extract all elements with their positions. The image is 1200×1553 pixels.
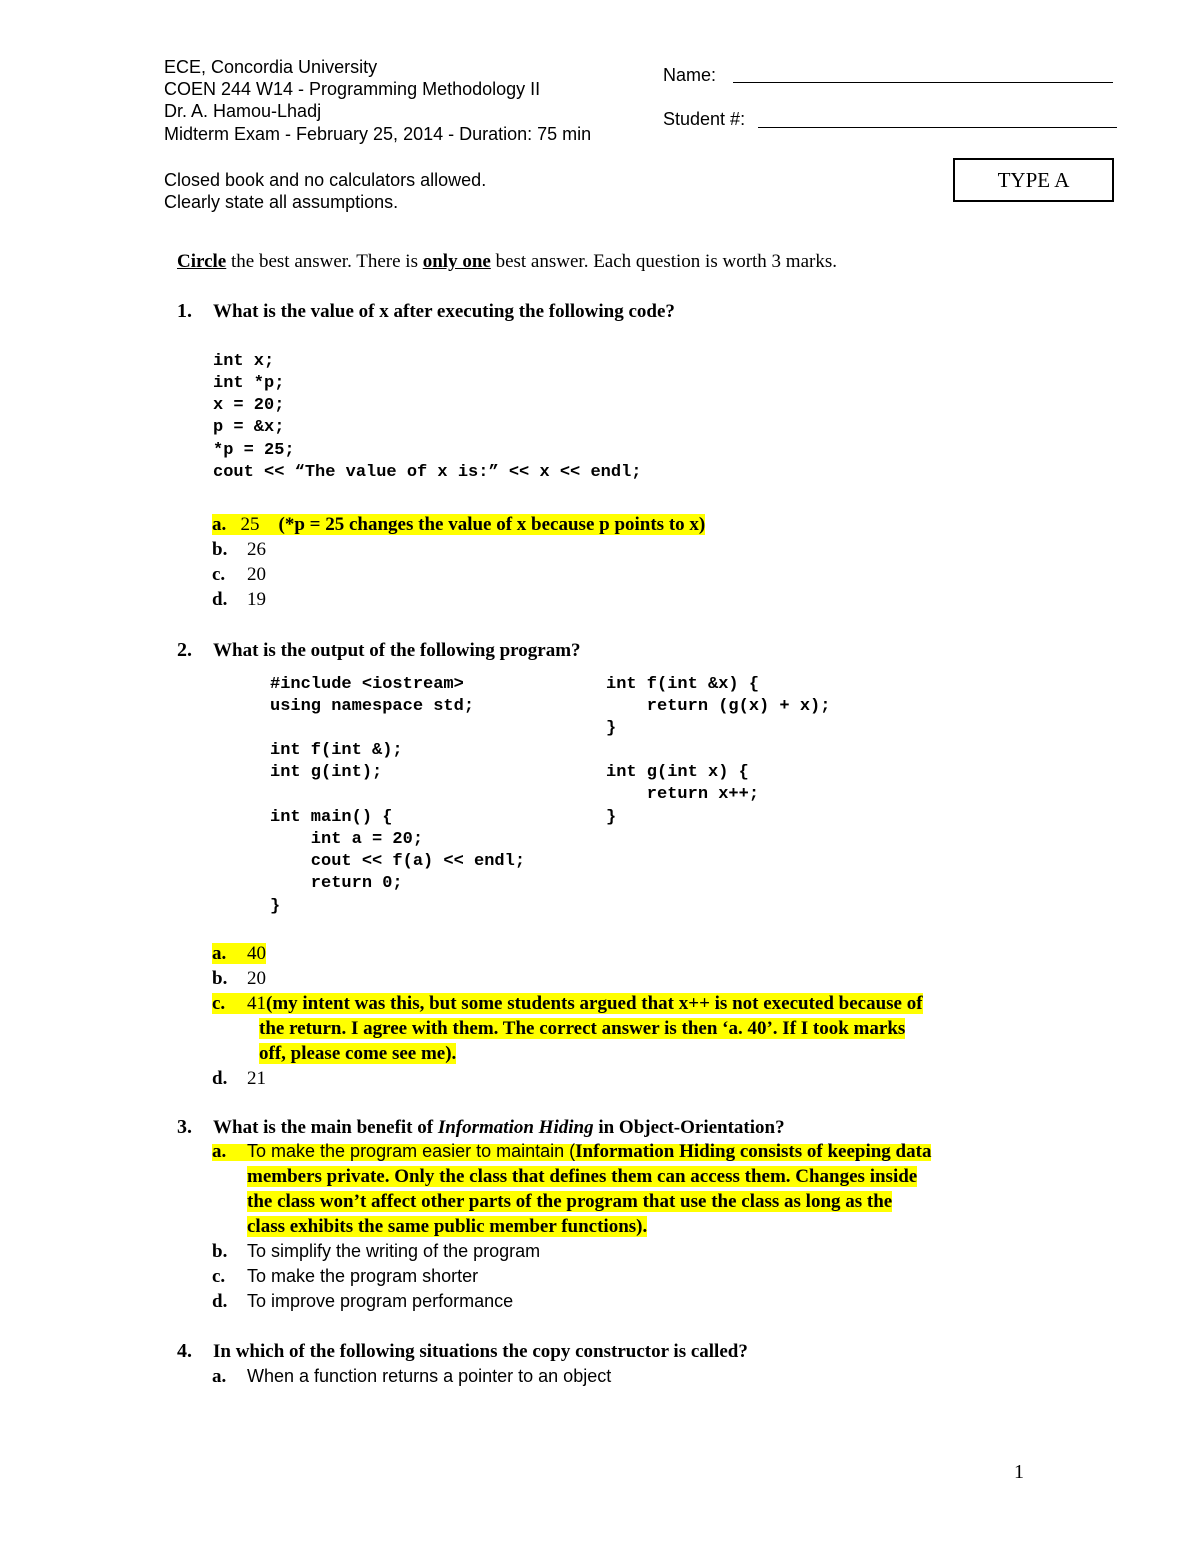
option-text: 26 [247,539,266,560]
q2-code-right-line: int f(int &x) { [606,675,760,694]
q3-option-a-note [247,1189,892,1214]
q2-number: 2. [177,639,192,661]
q1-option-d [212,587,266,612]
name-label: Name: [663,65,717,85]
option-letter: d. [212,1291,228,1312]
option-text: 25 [240,514,260,535]
q2-option-c [212,991,923,1016]
instructions-circle: Circle [177,251,227,272]
instructions-only-one: only one [422,251,491,272]
option-text: 41 [247,993,266,1014]
q1-number: 1. [177,300,192,322]
option-letter: c. [212,564,226,585]
option-text: To make the program shorter [247,1266,479,1286]
option-text: 40 [247,943,266,964]
q2-code-left-line: int f(int &); [270,741,403,760]
q3-option-a [212,1139,931,1165]
q2-code-right-line: return x++; [606,785,760,804]
option-note: (*p = 25 changes the value of x because p points to x) [278,514,706,535]
q2-text: What is the output of the following program? [213,640,581,661]
q3-number: 3. [177,1116,192,1138]
q2-code-left-line: return 0; [270,874,403,893]
option-note: Information Hiding consists of keeping data [575,1141,932,1162]
q1-code-line: p = &x; [213,418,285,437]
q3-option-d [212,1289,513,1315]
q1-code-line: *p = 25; [213,441,295,460]
q2-code-left-line: int a = 20; [270,830,424,849]
q1-option-c [212,562,266,587]
q2-code-left-line: #include <iostream> [270,675,464,694]
option-letter: d. [212,589,228,610]
option-text: 20 [247,968,266,989]
q1-text: What is the value of x after executing the following code? [213,301,675,322]
q1-code-line: cout << “The value of x is:” << x << endl; [213,463,642,482]
q3-option-b [212,1239,540,1265]
q3-option-a-note [247,1164,917,1189]
page-number: 1 [1014,1461,1024,1483]
option-letter: b. [212,968,228,989]
option-letter: a. [212,943,227,964]
header-instructor: Dr. A. Hamou-Lhadj [164,101,322,121]
q1-option-b [212,537,266,562]
name-field-line[interactable] [733,82,1113,83]
option-letter: c. [212,1266,226,1287]
q2-code-right-line: int g(int x) { [606,763,749,782]
q2-option-b [212,966,266,991]
option-text: To make the program easier to maintain ( [247,1141,576,1161]
q4-text: In which of the following situations the copy constructor is called? [213,1341,748,1362]
instructions-text-1: the best answer. There is [226,251,423,272]
exam-type-label: TYPE A [997,167,1070,192]
q2-option-c-note [259,1041,456,1066]
option-text: 19 [247,589,266,610]
option-letter: d. [212,1068,228,1089]
q2-code-left-line: int g(int); [270,763,383,782]
header-exam-info: Midterm Exam - February 25, 2014 - Duration: 75 min [164,124,592,144]
q1-code-line: int *p; [213,374,285,393]
option-note: members private. Only the class that defines them can access them. Changes inside [247,1166,918,1187]
q3-option-a-note [247,1214,647,1239]
q2-code-right-line: return (g(x) + x); [606,697,831,716]
student-number-label: Student #: [663,109,746,129]
q3-option-c [212,1264,478,1290]
q2-option-c-note [259,1016,905,1041]
q2-option-a [212,941,266,966]
student-number-field-line[interactable] [758,127,1117,128]
option-note: class exhibits the same public member functions). [247,1216,648,1237]
option-text: To improve program performance [247,1291,514,1311]
exam-type-box [953,158,1114,202]
header-rule-assumptions: Clearly state all assumptions. [164,192,399,212]
instructions [177,249,837,274]
option-letter: a. [212,1141,227,1162]
option-note: the class won’t affect other parts of the program that use the class as long as the [247,1191,893,1212]
q4-option-a [212,1364,611,1390]
option-text: 21 [247,1068,266,1089]
option-note: (my intent was this, but some students argued that x++ is not executed because of [266,993,923,1014]
option-text: 20 [247,564,266,585]
q2-code-right-line: } [606,719,617,738]
q3-text-emphasis: Information Hiding [437,1117,594,1138]
q2-code-left-line: int main() { [270,808,393,827]
option-text: To simplify the writing of the program [247,1241,541,1261]
q1-code-line: int x; [213,352,275,371]
q1-option-a [212,512,705,537]
option-letter: c. [212,993,226,1014]
q1-code-line: x = 20; [213,396,285,415]
option-note: the return. I agree with them. The correct answer is then ‘a. 40’. If I took marks [259,1018,906,1039]
option-text: When a function returns a pointer to an object [247,1366,612,1386]
q3-text-pre: What is the main benefit of [213,1117,438,1138]
header-rule-closed-book: Closed book and no calculators allowed. [164,170,487,190]
option-letter: b. [212,1241,228,1262]
q2-option-d [212,1066,266,1091]
q2-code-left-line: using namespace std; [270,697,475,716]
instructions-text-2: best answer. Each question is worth 3 marks. [490,251,837,272]
q2-code-right-line: } [606,808,617,827]
option-note: off, please come see me). [259,1043,457,1064]
header-university: ECE, Concordia University [164,57,378,77]
header-course: COEN 244 W14 - Programming Methodology II [164,79,541,99]
option-letter: b. [212,539,228,560]
q3-text [213,1115,785,1140]
q2-code-left-line: cout << f(a) << endl; [270,852,526,871]
option-letter: a. [212,1366,227,1387]
q2-code-left-line: } [270,897,281,916]
option-letter: a. [212,514,227,535]
q4-number: 4. [177,1340,192,1362]
q3-text-post: in Object-Orientation? [593,1117,785,1138]
